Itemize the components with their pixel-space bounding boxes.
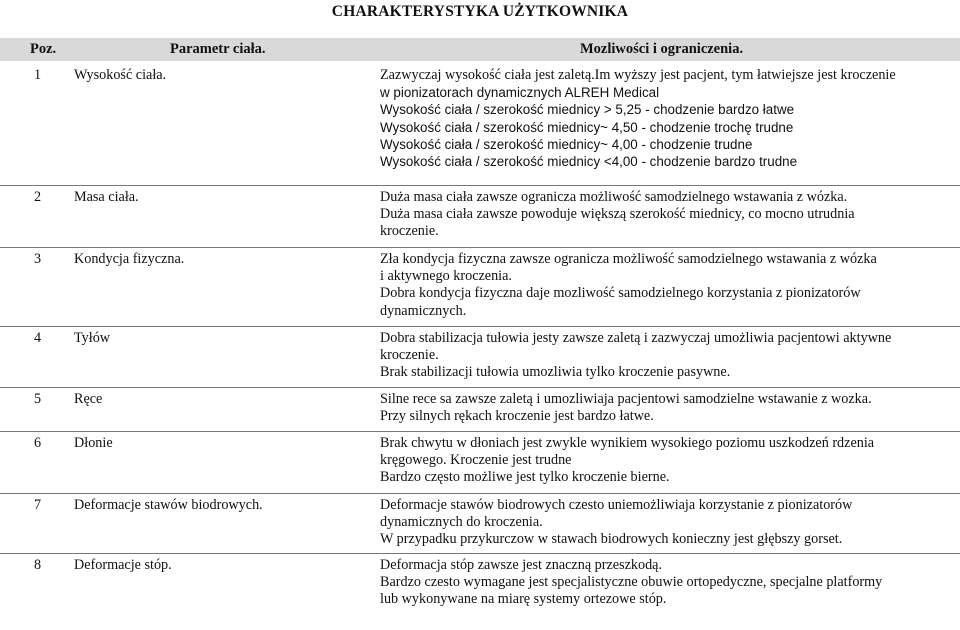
header-parametr: Parametr ciała.	[170, 41, 266, 57]
row-description	[380, 330, 940, 382]
description-line: Deformacja stóp zawsze jest znaczną przeszkodą.	[380, 557, 663, 573]
row-parameter: Deformacje stóp.	[74, 557, 172, 573]
row-description	[380, 251, 940, 320]
description-line: lub wykonywane na miarę systemy ortezowe stóp.	[380, 591, 667, 608]
description-line: Wysokość ciała / szerokość miednicy > 5,25 - chodzenie bardzo łatwe	[380, 102, 795, 118]
row-number: 6	[34, 435, 42, 451]
row-parameter: Deformacje stawów biodrowych.	[74, 497, 263, 513]
row-description	[380, 497, 940, 549]
table-row	[0, 185, 960, 240]
description-line: dynamicznych.	[380, 302, 467, 319]
description-line: Dobra stabilizacja tułowia jesty zawsze zaletą i zazwyczaj umożliwia pacjentowi aktywne	[380, 330, 892, 346]
row-number: 1	[34, 67, 42, 83]
description-line: Deformacje stawów biodrowych czesto uniemożliwiaja korzystanie z pionizatorów	[380, 497, 853, 513]
row-parameter: Masa ciała.	[74, 189, 139, 205]
row-parameter: Kondycja fizyczna.	[74, 251, 185, 267]
row-parameter: Wysokość ciała.	[74, 67, 167, 83]
table-row	[0, 431, 960, 486]
row-description	[380, 435, 940, 487]
row-parameter: Ręce	[74, 391, 103, 407]
description-line: Przy silnych rękach kroczenie jest bardzo łatwe.	[380, 408, 654, 425]
table-row	[0, 493, 960, 548]
description-line: W przypadku przykurczow w stawach biodrowych konieczny jest głębszy gorset.	[380, 531, 843, 548]
table-row	[0, 326, 960, 381]
row-parameter: Dłonie	[74, 435, 113, 451]
table-row	[0, 387, 960, 425]
description-line: Dobra kondycja fizyczna daje mozliwość samodzielnego korzystania z pionizatorów	[380, 285, 861, 302]
table-row	[0, 247, 960, 319]
description-line: Bardzo czesto wymagane jest specjalistyczne obuwie ortopedyczne, specjalne platformy	[380, 574, 883, 591]
row-description	[380, 67, 940, 170]
row-parameter: Tyłów	[74, 330, 111, 346]
description-line: Wysokość ciała / szerokość miednicy <4,00 - chodzenie bardzo trudne	[380, 154, 798, 170]
description-line: dynamicznych do kroczenia.	[380, 514, 543, 531]
description-line: Duża masa ciała zawsze ogranicza możliwość samodzielnego wstawania z wózka.	[380, 189, 848, 205]
row-number: 7	[34, 497, 42, 513]
table-header-background	[0, 38, 960, 61]
description-line: kręgowego. Kroczenie jest trudne	[380, 452, 572, 469]
description-line: Zła kondycja fizyczna zawsze ogranicza możliwość samodzielnego wstawania z wózka	[380, 251, 877, 267]
row-description	[380, 557, 940, 609]
description-line: Silne rece sa zawsze zaletą i umozliwiaja pacjentowi samodzielne wstawanie z wozka.	[380, 391, 872, 407]
description-line: Wysokość ciała / szerokość miednicy~ 4,00 - chodzenie trudne	[380, 136, 753, 152]
description-line: Duża masa ciała zawsze powoduje większą szerokość miednicy, co mocno utrudnia	[380, 206, 855, 223]
description-line: Brak stabilizacji tułowia umozliwia tylko kroczenie pasywne.	[380, 364, 731, 381]
header-mozliwosci: Mozliwości i ograniczenia.	[580, 41, 744, 57]
table-row	[0, 553, 960, 608]
page-title: CHARAKTERYSTYKA UŻYTKOWNIKA	[331, 3, 629, 20]
row-description	[380, 391, 940, 425]
description-line: w pionizatorach dynamicznych ALREH Medical	[380, 85, 660, 101]
row-number: 2	[34, 189, 42, 205]
description-line: kroczenie.	[380, 347, 439, 364]
header-poz: Poz.	[30, 41, 57, 57]
row-number: 3	[34, 251, 42, 267]
description-line: Brak chwytu w dłoniach jest zwykle wynikiem wysokiego poziomu uszkodzeń rdzenia	[380, 435, 875, 451]
row-description	[380, 189, 940, 241]
description-line: Zazwyczaj wysokość ciała jest zaletą.Im wyższy jest pacjent, tym łatwiejsze jest kroczenie	[380, 67, 896, 83]
row-number: 4	[34, 330, 42, 346]
row-number: 5	[34, 391, 42, 407]
description-line: Wysokość ciała / szerokość miednicy~ 4,50 - chodzenie trochę trudne	[380, 119, 794, 135]
description-line: Bardzo często możliwe jest tylko kroczenie bierne.	[380, 469, 670, 486]
description-line: i aktywnego kroczenia.	[380, 268, 512, 285]
row-number: 8	[34, 557, 42, 573]
description-line: kroczenie.	[380, 223, 439, 240]
